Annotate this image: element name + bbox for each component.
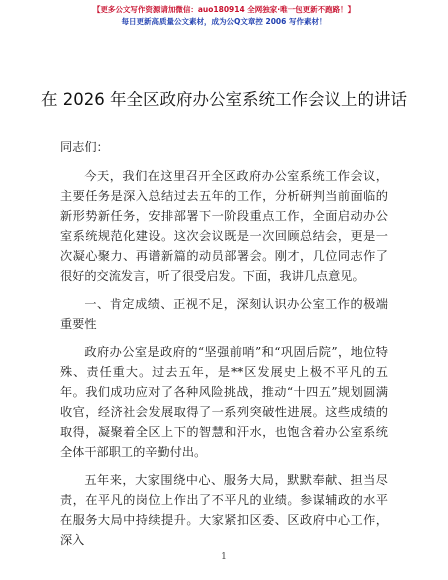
paragraph-role: 政府办公室是政府的“坚强前哨”和“巩固后院”，地位特殊、责任重大。过去五年，是**区发展史上极不平凡的五年。我们成功应对了各种风险挑战，推动“十四五”规划圆满收官，经济社会发展取得了一系列突破性进展。这些成绩的取得，凝聚着全区上下的智慧和汗水，也饱含着办公室系统全体干部职工的辛勤付出。 [60, 345, 388, 459]
page-number: 1 [221, 552, 227, 562]
paragraph-achievements: 五年来，大家围绕中心、服务大局，默默奉献、担当尽责，在平凡的岗位上作出了不平凡的业绩。参谋辅政的水平在服务大局中持续提升。大家紧扣区委、区政府中心工作，深入 [60, 473, 388, 547]
section-heading-1: 一、肯定成绩、正视不足，深刻认识办公室工作的极端重要性 [60, 297, 388, 331]
promo-banner-line-2: 每日更新高质量公文素材，成为公Q文章控 2006 写作素材！ [121, 17, 327, 26]
document-body [60, 137, 388, 558]
promo-banner-line-1: 【更多公文写作资源请加微信：auo180914 全网独家·唯一包更新不跑路！】 [92, 5, 356, 14]
document-title: 在 2026 年全区政府办公室系统工作会议上的讲话 [41, 90, 407, 109]
promo-banner [0, 4, 448, 28]
paragraph-intro: 今天，我们在这里召开全区政府办公室系统工作会议，主要任务是深入总结过去五年的工作，分析研判当前面临的新形势新任务，安排部署下一阶段重点工作，全面启动办公室系统规范化建设。这次会议既是一次回顾总结会，更是一次凝心聚力、再谱新篇的动员部署会。刚才，几位同志作了很好的交流发言，听了很受启发。下面，我讲几点意见。 [60, 169, 388, 283]
greeting: 同志们： [60, 140, 109, 154]
